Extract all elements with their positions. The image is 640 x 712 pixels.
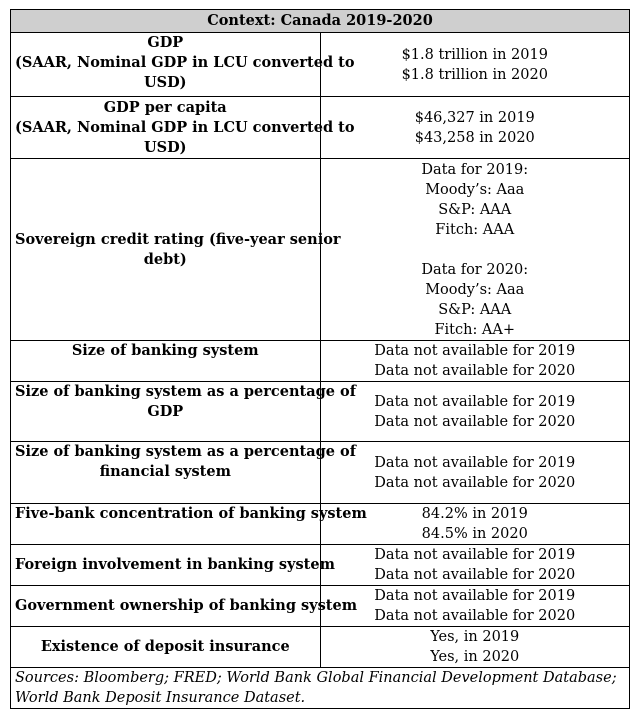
value-line: Data not available for 2020: [374, 608, 576, 624]
table-row-banking-pct-financial: [11, 442, 630, 504]
table-row-sovereign-rating: [11, 159, 630, 341]
row-label-sovereign-rating: [11, 159, 341, 341]
value-line: S&P: AAA: [438, 301, 512, 318]
value-line: Data for 2020:: [421, 261, 529, 278]
value-line: Data for 2019:: [421, 161, 529, 178]
table-row-banking-size: [11, 341, 630, 382]
value-line: Data not available for 2020: [374, 413, 576, 430]
value-line: Data not available for 2019: [374, 454, 576, 471]
table-row-banking-pct-gdp: [11, 382, 630, 442]
label-line: Existence of deposit insurance: [40, 638, 290, 655]
label-line: Size of banking system as a percentage of: [15, 383, 356, 400]
label-line: GDP: [147, 403, 184, 420]
value-line: Data not available for 2020: [374, 474, 576, 491]
value-line: 84.2% in 2019: [421, 506, 528, 522]
label-line: (SAAR, Nominal GDP in LCU converted to: [15, 54, 355, 71]
row-label-banking-pct-gdp: [11, 382, 356, 442]
label-line: Size of banking system: [71, 342, 259, 359]
label-line: Foreign involvement in banking system: [15, 556, 335, 573]
value-line: Moody’s: Aaa: [425, 181, 525, 198]
value-line: $43,258 in 2020: [414, 129, 535, 146]
sources-line: World Bank Deposit Insurance Dataset.: [15, 690, 306, 706]
value-line: Yes, in 2019: [430, 629, 520, 645]
table-title: Context: Canada 2019-2020: [11, 10, 630, 33]
row-label-deposit-insurance: [11, 627, 321, 668]
row-label-foreign-involvement: [11, 545, 335, 586]
row-value-sovereign-rating: [320, 159, 630, 341]
label-line: (SAAR, Nominal GDP in LCU converted to: [15, 118, 355, 136]
row-value-gdp: [320, 33, 630, 97]
row-value-foreign-involvement: [320, 545, 630, 586]
row-value-banking-size: [320, 341, 630, 382]
label-line: Five-bank concentration of banking system: [15, 505, 367, 522]
value-line: Moody’s: Aaa: [425, 281, 525, 298]
sources-line: Sources: Bloomberg; FRED; World Bank Global Financial Development Database;: [15, 670, 617, 686]
table-row-government-ownership: [11, 586, 630, 627]
value-line: $1.8 trillion in 2019: [401, 46, 548, 63]
label-line: Sovereign credit rating (five-year senior: [15, 230, 341, 248]
row-label-gdp: [11, 33, 355, 97]
table-row-deposit-insurance: [11, 627, 630, 668]
table-row-five-bank-concentration: [11, 504, 630, 545]
sources-note: [11, 668, 630, 709]
row-label-government-ownership: [11, 586, 358, 627]
value-line: Fitch: AAA: [435, 221, 515, 238]
value-line: $1.8 trillion in 2020: [401, 66, 548, 83]
context-table: [10, 9, 630, 709]
value-line: Data not available for 2020: [374, 567, 576, 583]
row-value-deposit-insurance: [320, 627, 630, 668]
value-line: 84.5% in 2020: [421, 526, 528, 542]
label-line: USD): [143, 74, 187, 91]
row-value-banking-pct-gdp: [320, 382, 630, 442]
row-value-government-ownership: [320, 586, 630, 627]
value-gap: [325, 240, 626, 260]
table-sources-row: [11, 668, 630, 709]
value-line: Yes, in 2020: [430, 649, 520, 665]
label-line: GDP: [147, 34, 184, 51]
table-row-gdp-per-capita: [11, 97, 630, 159]
row-label-banking-pct-financial: [11, 442, 356, 504]
value-line: Data not available for 2020: [374, 363, 576, 379]
label-line: GDP per capita: [103, 98, 227, 116]
table-header-row: [11, 10, 630, 33]
value-line: S&P: AAA: [438, 201, 512, 218]
table-row-gdp: [11, 33, 630, 97]
label-line: USD): [143, 138, 187, 156]
label-line: debt): [143, 250, 187, 268]
row-value-banking-pct-financial: [320, 442, 630, 504]
row-value-gdp-per-capita: [320, 97, 630, 159]
table-row-foreign-involvement: [11, 545, 630, 586]
row-label-banking-size: [11, 341, 321, 382]
context-table-sheet: [10, 9, 630, 709]
label-line: Size of banking system as a percentage of: [15, 443, 356, 460]
label-line: Government ownership of banking system: [15, 597, 358, 614]
value-line: Data not available for 2019: [374, 393, 576, 410]
value-line: Fitch: AA+: [434, 321, 516, 338]
row-label-gdp-per-capita: [11, 97, 355, 159]
value-line: Data not available for 2019: [374, 547, 576, 563]
value-line: Data not available for 2019: [374, 588, 576, 604]
label-line: financial system: [99, 463, 231, 480]
row-label-five-bank-concentration: [11, 504, 367, 545]
value-line: $46,327 in 2019: [414, 109, 535, 126]
value-line: Data not available for 2019: [374, 343, 576, 359]
